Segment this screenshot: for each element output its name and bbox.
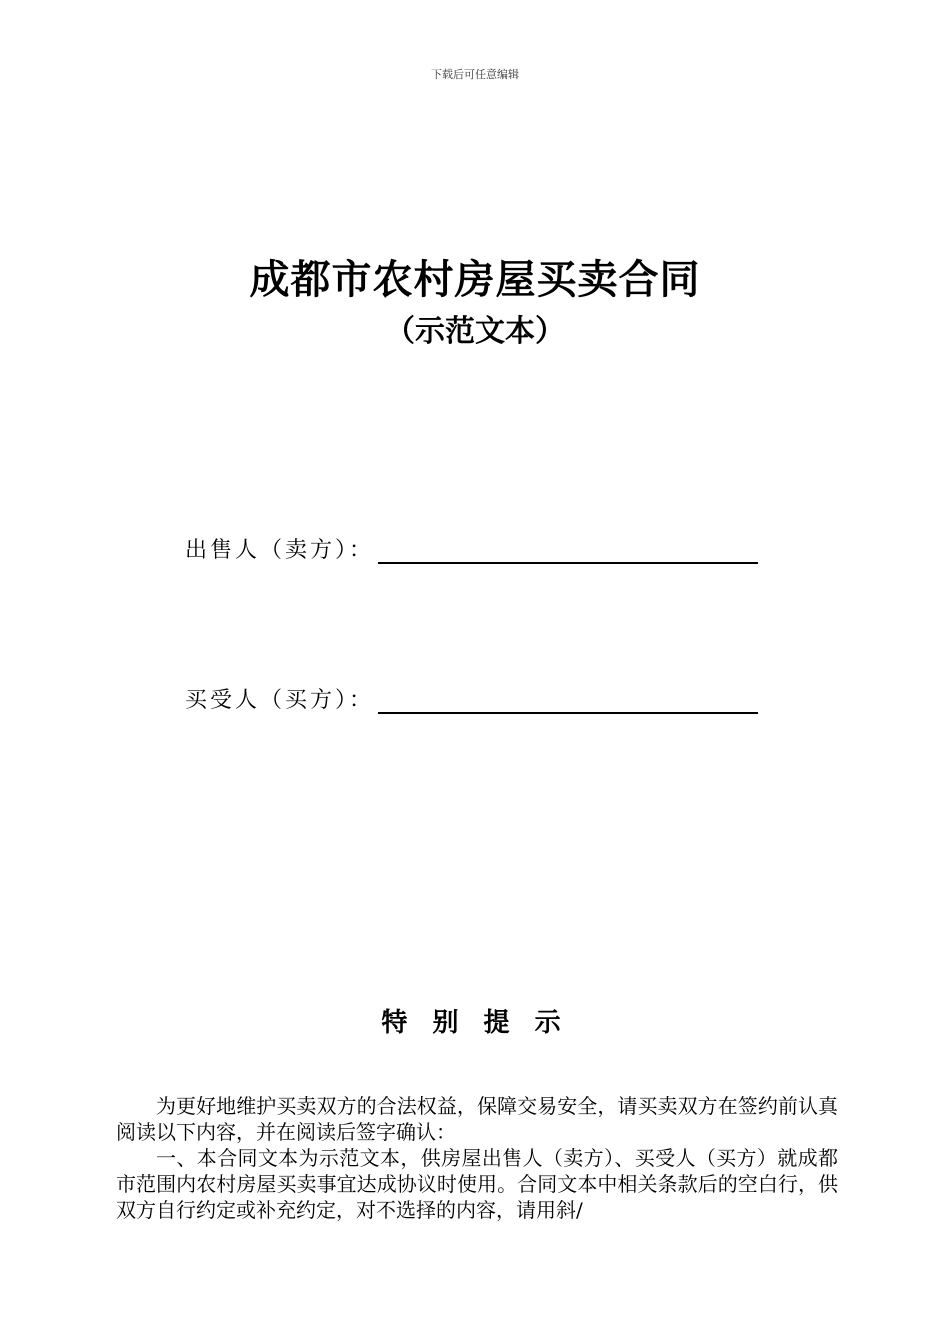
buyer-label: 买受人（买方）：	[185, 688, 375, 713]
contract-title: 成都市农村房屋买卖合同	[249, 256, 701, 303]
seller-label: 出售人（卖方）：	[185, 538, 375, 563]
contract-subtitle: （示范文本）	[385, 314, 565, 349]
buyer-blank-line	[378, 690, 758, 714]
notice-paragraph-intro: 为更好地维护买卖双方的合法权益，保障交易安全，请买卖双方在签约前认真阅读以下内容，并在阅读后签字确认：	[116, 1094, 838, 1144]
special-notice-heading: 特 别 提 示	[381, 1008, 569, 1038]
seller-row	[185, 533, 758, 564]
seller-blank-line	[378, 540, 758, 564]
buyer-row	[185, 683, 758, 714]
page-header-note: 下载后可任意编辑	[431, 68, 519, 81]
special-notice-body	[116, 1093, 838, 1223]
notice-paragraph-1: 一、本合同文本为示范文本，供房屋出售人（卖方）、买受人（买方）就成都市范围内农村房屋买卖事宜达成协议时使用。合同文本中相关条款后的空白行，供双方自行约定或补充约定，对不选择的内容，请用斜/	[116, 1146, 838, 1222]
